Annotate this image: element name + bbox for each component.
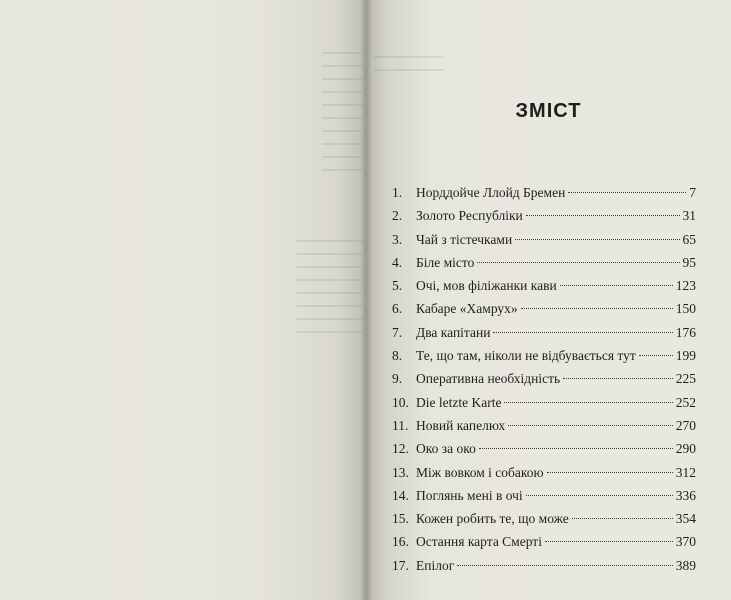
page-number: 336 bbox=[675, 487, 696, 503]
chapter-number: 9. bbox=[392, 371, 403, 387]
page-number: 290 bbox=[675, 441, 696, 457]
table-of-contents bbox=[392, 181, 696, 577]
toc-entry bbox=[392, 181, 696, 204]
dot-leader bbox=[568, 192, 686, 193]
dot-leader bbox=[504, 402, 672, 403]
chapter-title: Остання карта Смерті bbox=[416, 534, 542, 550]
page-number: 312 bbox=[675, 464, 696, 480]
chapter-number: 15. bbox=[392, 511, 409, 527]
toc-entry bbox=[392, 414, 696, 437]
page-number: 95 bbox=[682, 254, 696, 270]
page-number: 31 bbox=[682, 208, 696, 224]
dot-leader bbox=[572, 518, 673, 519]
chapter-number: 14. bbox=[392, 487, 409, 503]
chapter-number: 13. bbox=[392, 464, 409, 480]
toc-entry bbox=[392, 274, 696, 297]
chapter-number: 4. bbox=[392, 254, 403, 270]
chapter-title: Новий капелюх bbox=[416, 417, 506, 433]
toc-entry bbox=[392, 344, 696, 367]
chapter-number: 3. bbox=[392, 231, 403, 247]
chapter-title: Золото Республіки bbox=[416, 208, 523, 224]
chapter-title: Між вовком і собакою bbox=[416, 464, 544, 480]
chapter-title: Очі, мов філіжанки кави bbox=[416, 278, 557, 294]
chapter-number: 12. bbox=[392, 441, 409, 457]
toc-entry bbox=[392, 228, 696, 251]
chapter-title: Оперативна необхідність bbox=[416, 371, 561, 387]
chapter-title: Кабаре «Хамрух» bbox=[416, 301, 518, 317]
chapter-number: 17. bbox=[392, 557, 409, 573]
toc-entry bbox=[392, 461, 696, 484]
dot-leader bbox=[479, 448, 673, 449]
chapter-number: 2. bbox=[392, 208, 403, 224]
chapter-title: Два капітани bbox=[416, 324, 491, 340]
chapter-number: 10. bbox=[392, 394, 409, 410]
page-number: 354 bbox=[675, 511, 696, 527]
bleed-through-text bbox=[322, 52, 362, 182]
page-number: 7 bbox=[689, 185, 696, 200]
page-number: 389 bbox=[675, 557, 696, 573]
chapter-title: Епілог bbox=[416, 557, 455, 573]
toc-entry bbox=[392, 484, 696, 507]
dot-leader bbox=[639, 355, 673, 356]
dot-leader bbox=[493, 332, 672, 333]
bleed-through-text bbox=[374, 56, 444, 82]
dot-leader bbox=[526, 495, 673, 496]
dot-leader bbox=[457, 565, 673, 566]
dot-leader bbox=[521, 308, 673, 309]
chapter-number: 16. bbox=[392, 534, 409, 550]
dot-leader bbox=[547, 472, 673, 473]
dot-leader bbox=[515, 239, 679, 240]
chapter-number: 7. bbox=[392, 324, 403, 340]
chapter-number: 1. bbox=[392, 185, 403, 200]
chapter-title: Те, що там, ніколи не відбувається тут bbox=[416, 348, 636, 364]
toc-entry bbox=[392, 437, 696, 460]
toc-entry bbox=[392, 554, 696, 577]
chapter-number: 8. bbox=[392, 348, 403, 364]
page-number: 123 bbox=[675, 278, 696, 294]
chapter-number: 5. bbox=[392, 278, 403, 294]
dot-leader bbox=[477, 262, 679, 263]
chapter-title: Поглянь мені в очі bbox=[416, 487, 523, 503]
page-number: 252 bbox=[675, 394, 696, 410]
book-gutter bbox=[360, 0, 372, 600]
chapter-number: 6. bbox=[392, 301, 403, 317]
toc-entry bbox=[392, 391, 696, 414]
contents-heading: ЗМІСТ bbox=[515, 100, 582, 122]
toc-entry bbox=[392, 297, 696, 320]
toc-entry bbox=[392, 507, 696, 530]
chapter-title: Норддойче Ллойд Бремен bbox=[416, 185, 566, 200]
dot-leader bbox=[563, 378, 673, 379]
toc-entry bbox=[392, 251, 696, 274]
page-number: 176 bbox=[675, 324, 696, 340]
chapter-title: Кожен робить те, що може bbox=[416, 511, 569, 527]
dot-leader bbox=[545, 541, 673, 542]
dot-leader bbox=[508, 425, 673, 426]
toc-entry bbox=[392, 530, 696, 553]
chapter-number: 11. bbox=[392, 417, 409, 433]
dot-leader bbox=[526, 215, 680, 216]
chapter-title: Чай з тістечками bbox=[416, 231, 513, 247]
bleed-through-text bbox=[296, 240, 362, 344]
chapter-title: Die letzte Karte bbox=[416, 394, 502, 410]
dot-leader bbox=[560, 285, 673, 286]
toc-entry bbox=[392, 204, 696, 227]
toc-entry bbox=[392, 367, 696, 390]
toc-entry bbox=[392, 321, 696, 344]
page-number: 225 bbox=[675, 371, 696, 387]
page-number: 270 bbox=[675, 417, 696, 433]
page-number: 150 bbox=[675, 301, 696, 317]
chapter-title: Біле місто bbox=[416, 254, 475, 270]
page-number: 370 bbox=[675, 534, 696, 550]
page-number: 199 bbox=[675, 348, 696, 364]
chapter-title: Око за око bbox=[416, 441, 476, 457]
page-number: 65 bbox=[682, 231, 696, 247]
